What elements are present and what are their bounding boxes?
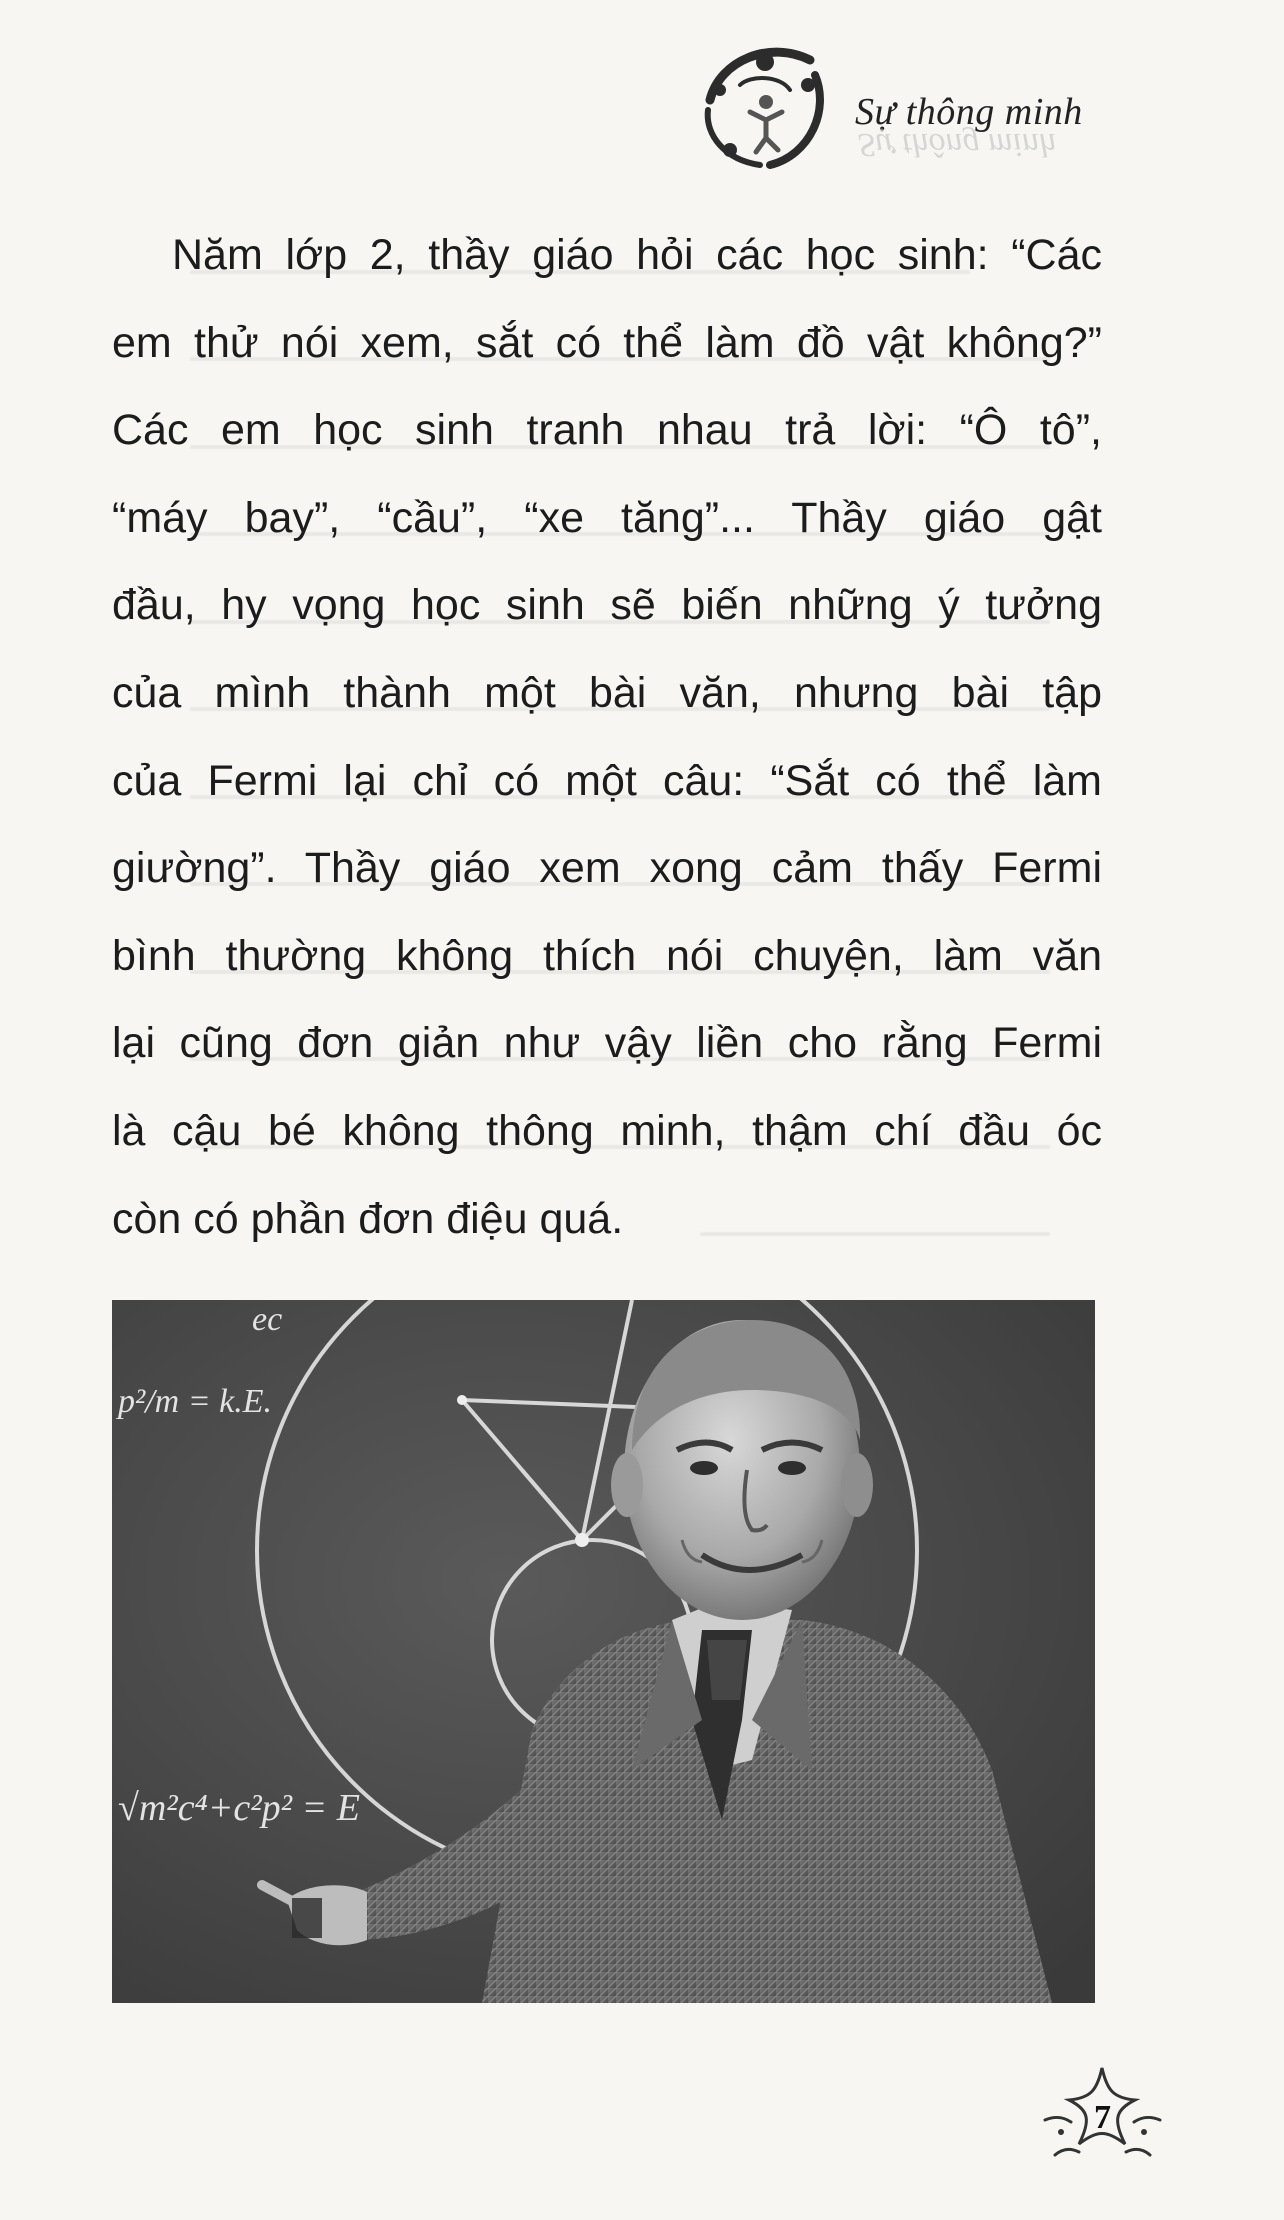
page-number-badge <box>1035 2060 1170 2175</box>
chalk-text-top: ec <box>252 1301 283 1338</box>
running-title: Sự thông minh <box>855 91 1083 133</box>
text-line: em thử nói xem, sắt có thể làm đồ vật không?” <box>112 318 1102 367</box>
running-title-reflection: Sự thông minh <box>858 126 1056 163</box>
text-line: đầu, hy vọng học sinh sẽ biến những ý tưởng <box>112 581 1102 630</box>
text-line: là cậu bé không thông minh, thậm chí đầu óc <box>112 1106 1102 1155</box>
photo-illustration <box>112 1300 1095 2003</box>
text-line: Các em học sinh tranh nhau trả lời: “Ô tô”, <box>112 406 1102 455</box>
text-line: Năm lớp 2, thầy giáo hỏi các học sinh: “Các <box>172 231 1102 279</box>
text-line: còn có phần đơn điệu quá. <box>112 1194 624 1243</box>
text-line: của mình thành một bài văn, nhưng bài tập <box>112 668 1102 717</box>
text-line: giường”. Thầy giáo xem xong cảm thấy Fermi <box>112 844 1102 893</box>
body-paragraph <box>112 212 1102 1263</box>
chalk-equation-energy: p²/m = k.E. <box>118 1383 272 1420</box>
text-line: của Fermi lại chỉ có một câu: “Sắt có thể làm <box>112 756 1102 805</box>
text-line: lại cũng đơn giản như vậy liền cho rằng Fermi <box>112 1019 1102 1068</box>
page-number: 7 <box>1094 2098 1111 2136</box>
page-header <box>690 30 1230 180</box>
text-line: bình thường không thích nói chuyện, làm văn <box>112 931 1102 980</box>
text-line: “máy bay”, “cầu”, “xe tăng”... Thầy giáo gật <box>112 493 1102 542</box>
chalk-equation-relativity: √m²c⁴+c²p² = E <box>118 1787 360 1829</box>
fermi-chalkboard-photo <box>112 1300 1095 2003</box>
series-logo-icon <box>690 30 840 180</box>
